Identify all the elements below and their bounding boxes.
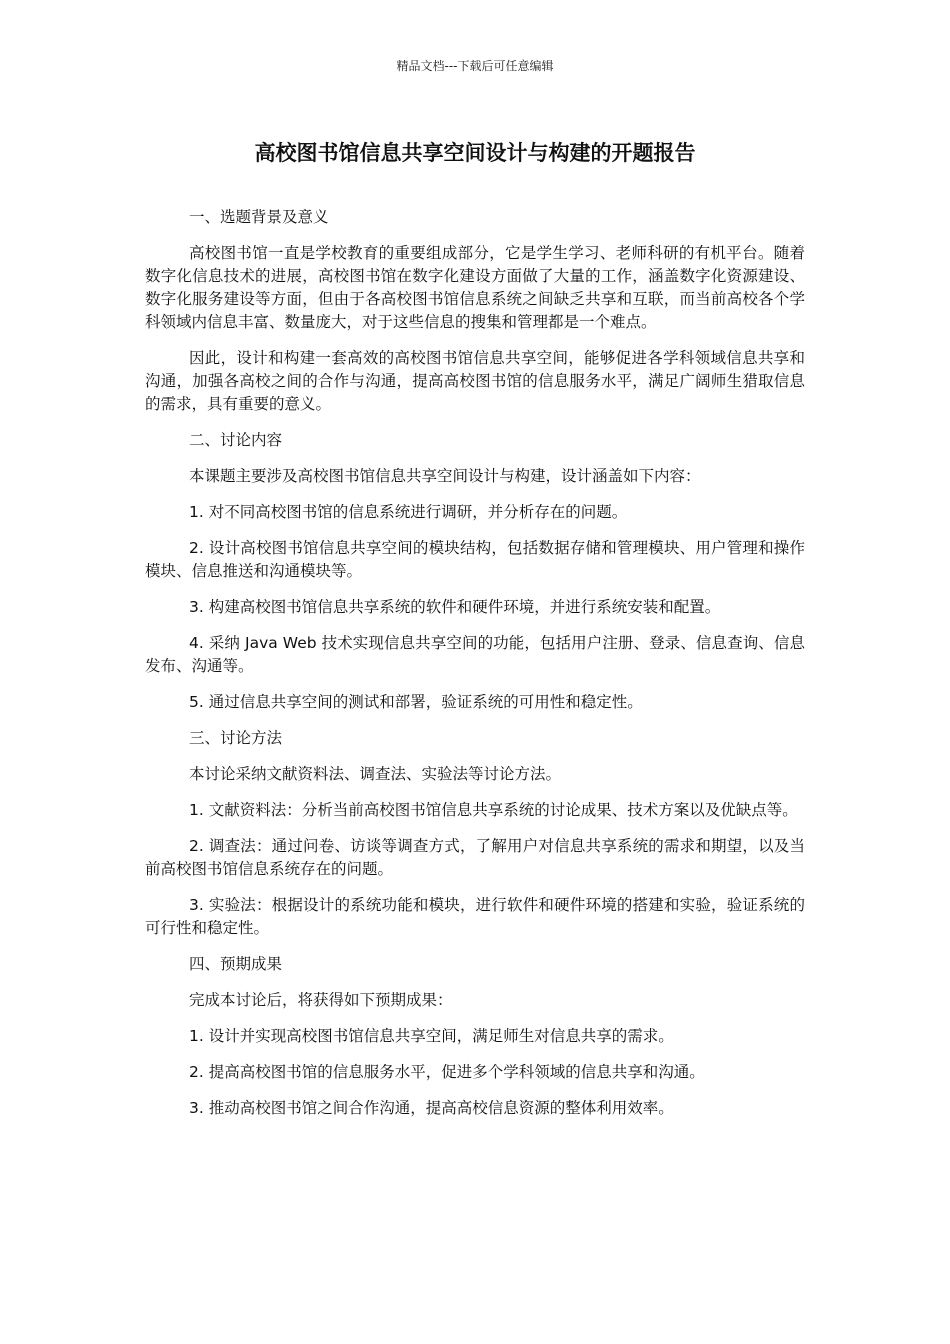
section-heading: 一、选题背景及意义 xyxy=(189,208,329,226)
list-item: 3. 实验法：根据设计的系统功能和模块，进行软件和硬件环境的搭建和实验，验证系统的可行性和稳定性。 xyxy=(145,896,805,937)
list-item: 4. 采纳 Java Web 技术实现信息共享空间的功能，包括用户注册、登录、信息查询、信息发布、沟通等。 xyxy=(145,634,805,675)
list-item: 3. 推动高校图书馆之间合作沟通，提高高校信息资源的整体利用效率。 xyxy=(189,1099,674,1117)
body-paragraph: 本课题主要涉及高校图书馆信息共享空间设计与构建，设计涵盖如下内容： xyxy=(189,467,701,485)
document-body xyxy=(145,206,805,1133)
page-header-note: 精品文档---下载后可任意编辑 xyxy=(396,59,554,73)
document-title: 高校图书馆信息共享空间设计与构建的开题报告 xyxy=(254,141,696,165)
list-item: 3. 构建高校图书馆信息共享系统的软件和硬件环境，并进行系统安装和配置。 xyxy=(189,598,721,616)
list-item: 2. 调查法：通过问卷、访谈等调查方式，了解用户对信息共享系统的需求和期望，以及当前高校图书馆信息系统存在的问题。 xyxy=(145,837,805,878)
list-item: 2. 提高高校图书馆的信息服务水平，促进多个学科领域的信息共享和沟通。 xyxy=(189,1063,705,1081)
list-item: 1. 文献资料法：分析当前高校图书馆信息共享系统的讨论成果、技术方案以及优缺点等。 xyxy=(189,801,798,819)
list-item: 5. 通过信息共享空间的测试和部署，验证系统的可用性和稳定性。 xyxy=(189,693,643,711)
list-item: 2. 设计高校图书馆信息共享空间的模块结构，包括数据存储和管理模块、用户管理和操作模块、信息推送和沟通模块等。 xyxy=(145,539,805,580)
section-heading: 四、预期成果 xyxy=(189,955,283,973)
section-heading: 二、讨论内容 xyxy=(189,431,283,449)
body-paragraph: 高校图书馆一直是学校教育的重要组成部分，它是学生学习、老师科研的有机平台。随着数字化信息技术的进展，高校图书馆在数字化建设方面做了大量的工作，涵盖数字化资源建设、数字化服务建设等方面，但由于各高校图书馆信息系统之间缺乏共享和互联，而当前高校各个学科领域内信息丰富、数量庞大，对于这些信息的搜集和管理都是一个难点。 xyxy=(145,244,805,331)
section-heading: 三、讨论方法 xyxy=(189,729,283,747)
body-paragraph: 完成本讨论后，将获得如下预期成果： xyxy=(189,991,453,1009)
body-paragraph: 因此，设计和构建一套高效的高校图书馆信息共享空间，能够促进各学科领域信息共享和沟通，加强各高校之间的合作与沟通，提高高校图书馆的信息服务水平，满足广阔师生猎取信息的需求，具有重要的意义。 xyxy=(145,349,805,413)
list-item: 1. 设计并实现高校图书馆信息共享空间，满足师生对信息共享的需求。 xyxy=(189,1027,674,1045)
list-item: 1. 对不同高校图书馆的信息系统进行调研，并分析存在的问题。 xyxy=(189,503,628,521)
body-paragraph: 本讨论采纳文献资料法、调查法、实验法等讨论方法。 xyxy=(189,765,562,783)
